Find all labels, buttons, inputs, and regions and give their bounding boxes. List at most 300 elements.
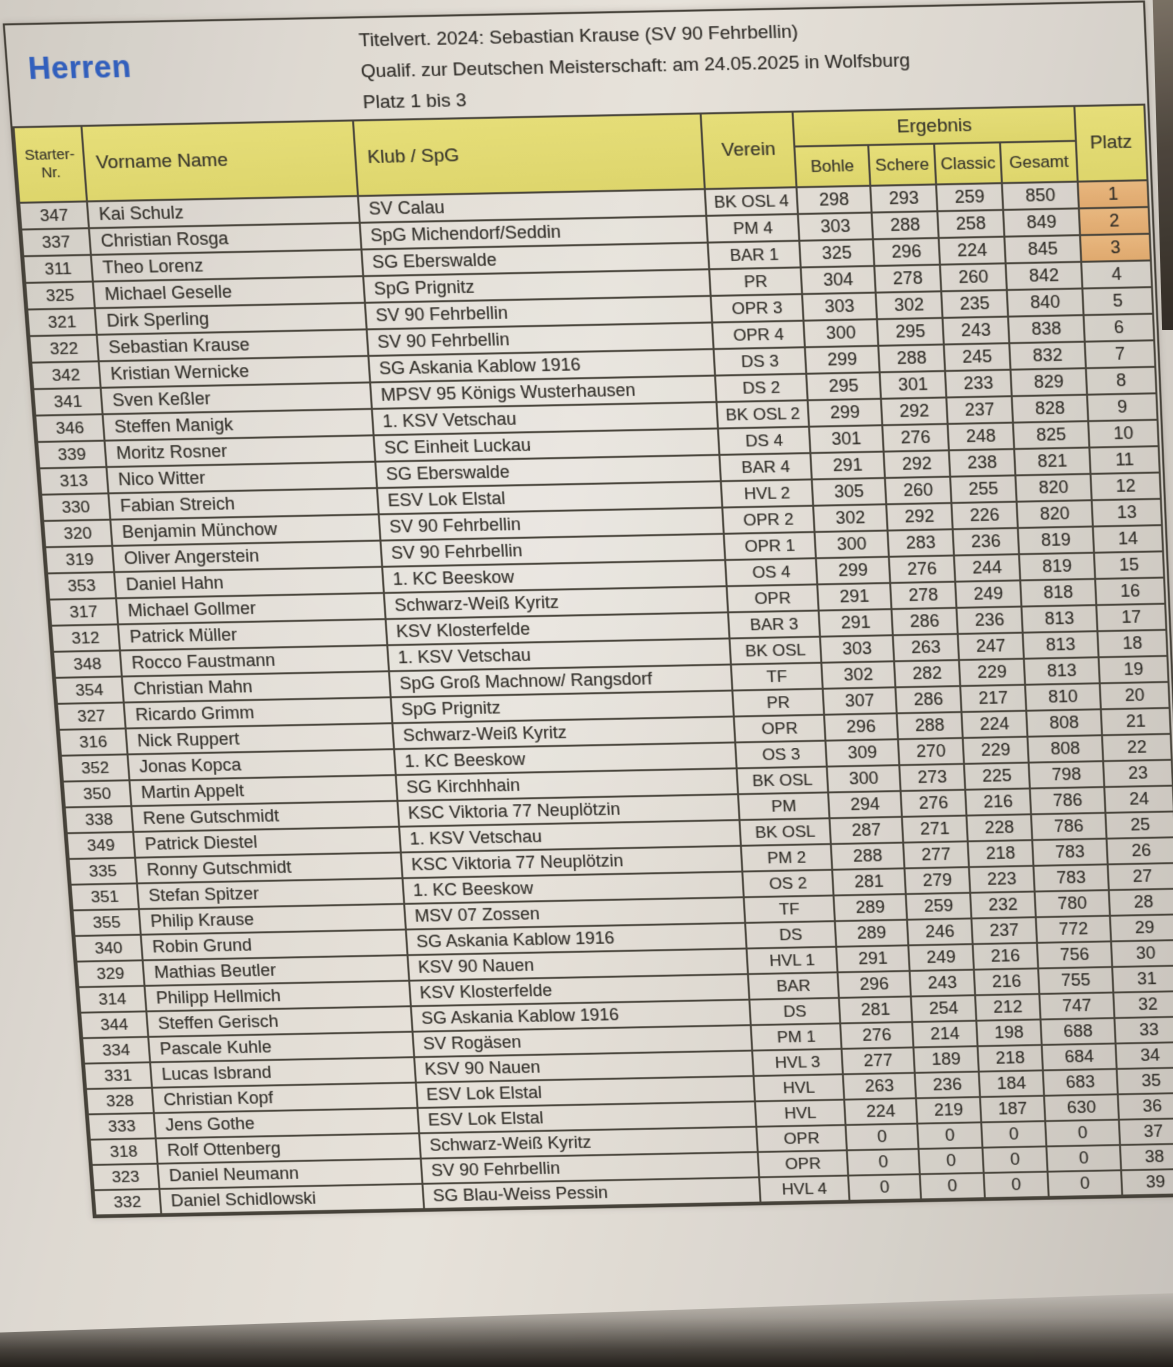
cell-klub: SV 90 Fehrbellin <box>379 508 724 541</box>
cell-bohle: 0 <box>846 1124 919 1151</box>
cell-starter-nr: 348 <box>53 650 122 677</box>
document-sheet <box>3 0 1173 1218</box>
cell-schere: 236 <box>915 1072 980 1099</box>
cell-starter-nr: 329 <box>76 960 144 987</box>
cell-schere: 279 <box>904 867 970 894</box>
cell-starter-nr: 333 <box>88 1113 156 1140</box>
cell-classic: 245 <box>944 343 1011 371</box>
cell-gesamt: 798 <box>1029 761 1105 788</box>
cell-verein: OS 3 <box>735 741 827 769</box>
cell-bohle: 276 <box>840 1022 913 1049</box>
cell-klub: MSV 07 Zossen <box>404 897 745 929</box>
cell-gesamt: 842 <box>1006 262 1083 290</box>
cell-platz: 29 <box>1110 914 1173 941</box>
cell-verein: BK OSL <box>737 767 828 795</box>
cell-starter-nr: 349 <box>67 832 135 859</box>
category-title: Herren <box>26 48 133 87</box>
cell-verein: OPR <box>734 715 826 743</box>
cell-name: Christian Kopf <box>152 1083 418 1114</box>
cell-verein: HVL <box>755 1100 846 1127</box>
cell-starter-nr: 323 <box>92 1164 160 1191</box>
cell-klub: SpG Prignitz <box>391 691 734 724</box>
cell-platz: 4 <box>1081 260 1152 288</box>
cell-name: Ronny Gutschmidt <box>135 852 402 883</box>
cell-schere: 292 <box>884 450 951 478</box>
cell-schere: 271 <box>902 816 968 843</box>
cell-verein: HVL 2 <box>721 479 813 507</box>
cell-starter-nr: 331 <box>84 1062 152 1089</box>
cell-gesamt: 756 <box>1037 941 1112 968</box>
cell-bohle: 289 <box>834 894 908 921</box>
cell-schere: 288 <box>872 211 939 239</box>
cell-classic: 212 <box>975 994 1040 1021</box>
cell-starter-nr: 341 <box>33 388 102 416</box>
cell-klub: MPSV 95 Königs Wusterhausen <box>370 376 716 409</box>
title-line-titleholder: Titelvert. 2024: Sebastian Krause (SV 90 Fehrbellin) <box>358 21 799 52</box>
cell-klub: ESV Lok Elstal <box>377 481 722 514</box>
cell-name: Steffen Manigk <box>103 409 374 441</box>
cell-starter-nr: 342 <box>31 361 100 389</box>
cell-classic: 258 <box>937 210 1004 238</box>
cell-bohle: 299 <box>816 557 890 585</box>
cell-schere: 246 <box>907 918 973 945</box>
cell-name: Moritz Rosner <box>105 435 376 467</box>
cell-schere: 0 <box>919 1148 984 1175</box>
cell-klub: SpG Michendorf/Seddin <box>360 216 708 250</box>
cell-gesamt: 783 <box>1033 864 1108 891</box>
cell-gesamt: 786 <box>1031 813 1107 840</box>
cell-klub: 1. KSV Vetschau <box>372 402 718 435</box>
cell-bohle: 325 <box>799 239 874 267</box>
cell-bohle: 304 <box>801 266 876 294</box>
cell-verein: DS 3 <box>714 347 807 375</box>
cell-starter-nr: 351 <box>71 883 139 910</box>
cell-gesamt: 820 <box>1015 474 1091 502</box>
cell-klub: SpG Prignitz <box>363 269 710 303</box>
cell-klub: 1. KSV Vetschau <box>387 638 731 671</box>
cell-gesamt: 819 <box>1018 526 1094 554</box>
cell-classic: 259 <box>936 183 1003 211</box>
cell-klub: Schwarz-Weiß Kyritz <box>419 1127 758 1159</box>
cell-gesamt: 838 <box>1008 315 1085 343</box>
cell-name: Stefan Spitzer <box>137 878 404 909</box>
cell-schere: 286 <box>895 686 961 713</box>
cell-gesamt: 840 <box>1007 288 1084 316</box>
cell-schere: 288 <box>878 344 945 372</box>
cell-classic: 244 <box>954 554 1020 581</box>
cell-verein: HVL 4 <box>759 1176 849 1203</box>
cell-name: Fabian Streich <box>108 488 378 520</box>
cell-platz: 15 <box>1094 551 1164 579</box>
cell-klub: KSV 90 Nauen <box>414 1051 753 1083</box>
col-header-verein: Verein <box>701 112 797 189</box>
cell-classic: 248 <box>948 423 1015 451</box>
cell-bohle: 305 <box>812 478 886 506</box>
cell-schere: 276 <box>901 790 967 817</box>
cell-gesamt: 849 <box>1003 208 1080 236</box>
col-header-ergebnis: Ergebnis <box>793 106 1076 146</box>
cell-klub: SG Askania Kablow 1916 <box>368 349 715 382</box>
cell-platz: 10 <box>1088 420 1158 448</box>
cell-platz: 7 <box>1085 340 1156 368</box>
cell-starter-nr: 346 <box>35 414 104 442</box>
cell-klub: SV Rogäsen <box>413 1025 753 1057</box>
cell-platz: 28 <box>1109 889 1173 916</box>
cell-bohle: 300 <box>803 319 878 347</box>
cell-starter-nr: 325 <box>25 282 95 310</box>
cell-klub: SG Blau-Weiss Pessin <box>422 1177 760 1209</box>
cell-classic: 236 <box>953 528 1019 556</box>
cell-name: Philip Krause <box>139 904 406 935</box>
cell-gesamt: 845 <box>1004 235 1081 263</box>
cell-classic: 226 <box>951 502 1017 530</box>
cell-klub: SC Einheit Luckau <box>374 428 720 461</box>
cell-gesamt: 808 <box>1026 709 1102 736</box>
cell-gesamt: 0 <box>1045 1120 1120 1147</box>
cell-klub: SpG Groß Machnow/ Rangsdorf <box>389 665 732 698</box>
cell-starter-nr: 353 <box>47 572 116 599</box>
cell-gesamt: 780 <box>1035 890 1110 917</box>
cell-verein: BAR <box>748 972 839 999</box>
cell-classic: 198 <box>976 1019 1041 1046</box>
cell-schere: 189 <box>913 1046 978 1073</box>
cell-klub: Schwarz-Weiß Kyritz <box>392 717 735 750</box>
cell-verein: OPR <box>756 1125 846 1152</box>
cell-bohle: 277 <box>842 1047 915 1074</box>
starter-nr-line2: Nr. <box>40 164 62 182</box>
cell-gesamt: 821 <box>1014 448 1090 476</box>
results-table <box>12 104 1173 1217</box>
cell-verein: OPR 2 <box>722 506 814 534</box>
cell-bohle: 294 <box>828 791 902 818</box>
cell-name: Christian Rosga <box>89 223 362 255</box>
cell-classic: 237 <box>971 917 1037 944</box>
cell-platz: 3 <box>1080 234 1151 262</box>
col-header-vorname-name: Vorname Name <box>81 120 358 201</box>
cell-klub: SV 90 Fehrbellin <box>367 322 714 355</box>
cell-name: Rene Gutschmidt <box>131 801 399 832</box>
cell-name: Kristian Wernicke <box>99 356 370 388</box>
cell-starter-nr: 355 <box>73 909 141 936</box>
cell-starter-nr: 335 <box>69 858 137 885</box>
cell-name: Philipp Hellmich <box>144 981 410 1012</box>
cell-bohle: 291 <box>836 945 909 972</box>
cell-classic: 0 <box>982 1146 1047 1173</box>
cell-klub: ESV Lok Elstal <box>417 1101 756 1133</box>
cell-verein: OPR <box>727 584 819 612</box>
cell-gesamt: 813 <box>1021 605 1097 633</box>
cell-name: Nick Ruppert <box>126 723 394 754</box>
cell-starter-nr: 339 <box>37 441 106 469</box>
cell-platz: 8 <box>1086 367 1157 395</box>
cell-verein: PM 1 <box>751 1023 842 1050</box>
cell-bohle: 263 <box>843 1073 916 1100</box>
cell-verein: PM <box>738 792 829 820</box>
cell-classic: 217 <box>960 685 1026 712</box>
cell-platz: 6 <box>1084 314 1155 342</box>
cell-name: Patrick Diestel <box>133 827 401 858</box>
cell-verein: OPR <box>758 1150 848 1177</box>
cell-schere: 249 <box>908 944 974 971</box>
cell-verein: BK OSL 2 <box>716 400 809 428</box>
col-header-starter-nr <box>14 126 87 203</box>
cell-starter-nr: 319 <box>45 546 114 574</box>
cell-gesamt: 850 <box>1002 182 1079 210</box>
cell-schere: 302 <box>876 291 943 319</box>
cell-name: Theo Lorenz <box>91 249 363 281</box>
cell-gesamt: 813 <box>1024 657 1100 685</box>
cell-classic: 229 <box>963 737 1029 764</box>
cell-classic: 224 <box>961 711 1027 738</box>
cell-starter-nr: 321 <box>27 308 96 336</box>
cell-bohle: 295 <box>806 372 881 400</box>
cell-classic: 233 <box>945 370 1012 398</box>
cell-klub: SV 90 Fehrbellin <box>380 534 725 567</box>
cell-platz: 12 <box>1091 473 1161 501</box>
cell-schere: 295 <box>877 318 944 346</box>
cell-name: Daniel Schidlowski <box>159 1184 424 1214</box>
cell-klub: SV 90 Fehrbellin <box>421 1152 759 1184</box>
cell-schere: 278 <box>890 582 956 609</box>
cell-classic: 249 <box>955 580 1021 607</box>
cell-verein: OPR 3 <box>711 294 804 322</box>
cell-classic: 232 <box>970 892 1036 919</box>
cell-name: Martin Appelt <box>129 775 397 806</box>
cell-schere: 0 <box>920 1173 985 1199</box>
cell-name: Robin Grund <box>141 930 408 961</box>
cell-verein: PR <box>732 689 824 717</box>
cell-verein: TF <box>731 663 823 691</box>
cell-klub: SG Kirchhhain <box>396 768 738 801</box>
cell-verein: PM 4 <box>706 214 799 243</box>
cell-platz: 33 <box>1114 1017 1173 1044</box>
table-body <box>19 180 1173 1215</box>
cell-gesamt: 0 <box>1046 1145 1121 1172</box>
cell-bohle: 303 <box>820 635 894 662</box>
cell-verein: BK OSL 4 <box>705 187 798 216</box>
cell-schere: 0 <box>917 1122 982 1149</box>
cell-schere: 214 <box>912 1021 977 1048</box>
cell-verein: OPR 4 <box>712 321 805 349</box>
title-lines <box>357 7 912 118</box>
cell-platz: 9 <box>1087 393 1157 421</box>
cell-bohle: 281 <box>839 996 912 1023</box>
cell-schere: 276 <box>882 424 949 452</box>
cell-verein: PM 2 <box>741 844 832 872</box>
cell-classic: 235 <box>941 290 1008 318</box>
cell-platz: 27 <box>1108 863 1173 890</box>
col-header-classic: Classic <box>934 142 1002 184</box>
cell-platz: 25 <box>1105 811 1173 838</box>
cell-klub: 1. KC Beeskow <box>402 872 743 904</box>
cell-classic: 238 <box>949 449 1016 477</box>
cell-name: Sven Keßler <box>101 382 372 414</box>
col-header-platz: Platz <box>1074 105 1147 182</box>
cell-gesamt: 813 <box>1023 631 1099 659</box>
cell-classic: 218 <box>968 840 1034 867</box>
cell-klub: 1. KC Beeskow <box>394 742 737 775</box>
cell-name: Dirk Sperling <box>95 303 367 335</box>
cell-bohle: 224 <box>844 1098 917 1125</box>
cell-starter-nr: 317 <box>49 598 118 625</box>
cell-schere: 296 <box>873 238 940 266</box>
cell-gesamt: 810 <box>1025 683 1101 710</box>
cell-starter-nr: 327 <box>57 703 126 730</box>
cell-starter-nr: 312 <box>51 624 120 651</box>
cell-verein: DS 4 <box>718 427 810 455</box>
cell-name: Jens Gothe <box>154 1108 419 1138</box>
cell-gesamt: 755 <box>1038 967 1113 994</box>
cell-classic: 225 <box>964 763 1030 790</box>
cell-bohle: 291 <box>819 609 893 637</box>
col-header-gesamt: Gesamt <box>1000 141 1078 183</box>
cell-gesamt: 0 <box>1048 1170 1123 1197</box>
cell-platz: 37 <box>1119 1118 1173 1145</box>
cell-name: Jonas Kopca <box>128 749 396 780</box>
cell-name: Rolf Ottenberg <box>156 1133 421 1163</box>
cell-bohle: 287 <box>829 817 903 844</box>
col-header-bohle: Bohle <box>794 145 870 187</box>
cell-schere: 259 <box>906 893 972 920</box>
cell-verein: BAR 1 <box>708 241 801 270</box>
cell-verein: BK OSL <box>739 818 830 846</box>
cell-classic: 0 <box>981 1121 1046 1148</box>
cell-classic: 0 <box>984 1172 1049 1198</box>
cell-name: Kai Schulz <box>87 196 360 228</box>
cell-schere: 270 <box>898 738 964 765</box>
cell-schere: 301 <box>880 371 947 399</box>
cell-gesamt: 688 <box>1041 1018 1116 1045</box>
cell-verein: DS 2 <box>715 374 808 402</box>
cell-platz: 22 <box>1102 734 1172 761</box>
cell-platz: 21 <box>1101 708 1171 735</box>
cell-starter-nr: 318 <box>90 1138 158 1165</box>
cell-verein: BAR 3 <box>728 611 820 639</box>
cell-gesamt: 684 <box>1042 1043 1117 1070</box>
cell-classic: 236 <box>956 607 1022 634</box>
cell-schere: 286 <box>891 608 957 635</box>
cell-schere: 276 <box>889 555 955 582</box>
cell-name: Daniel Hahn <box>114 567 384 598</box>
cell-schere: 292 <box>886 503 952 531</box>
col-header-klub-spg: Klub / SpG <box>353 114 705 197</box>
cell-schere: 278 <box>874 265 941 293</box>
cell-platz: 26 <box>1107 837 1173 864</box>
cell-gesamt: 747 <box>1039 993 1114 1020</box>
cell-bohle: 0 <box>847 1149 920 1176</box>
cell-starter-nr: 354 <box>55 677 124 704</box>
cell-gesamt: 786 <box>1030 787 1106 814</box>
cell-verein: OS 2 <box>742 870 833 897</box>
cell-verein: DS <box>749 998 840 1025</box>
cell-klub: SG Eberswalde <box>361 243 709 277</box>
cell-schere: 243 <box>910 970 976 997</box>
cell-bohle: 301 <box>809 425 884 453</box>
cell-bohle: 300 <box>815 531 889 559</box>
cell-starter-nr: 314 <box>78 986 146 1013</box>
cell-name: Christian Mahn <box>122 671 391 702</box>
cell-classic: 237 <box>946 396 1013 424</box>
cell-classic: 187 <box>980 1096 1045 1123</box>
cell-verein: OPR 1 <box>724 532 816 560</box>
cell-klub: KSC Viktoria 77 Neuplötzin <box>397 794 739 826</box>
cell-starter-nr: 340 <box>74 935 142 962</box>
bottom-shadow <box>0 1285 1173 1367</box>
cell-klub: KSV 90 Nauen <box>408 949 748 981</box>
cell-schere: 273 <box>899 764 965 791</box>
cell-verein: BAR 4 <box>719 453 811 481</box>
cell-name: Rocco Faustmann <box>120 645 389 676</box>
title-line-platz-range: Platz 1 bis 3 <box>362 90 467 114</box>
cell-platz: 17 <box>1096 604 1166 631</box>
cell-klub: 1. KC Beeskow <box>382 560 726 593</box>
cell-classic: 223 <box>969 866 1035 893</box>
cell-gesamt: 828 <box>1012 395 1088 423</box>
cell-bohle: 303 <box>798 213 873 241</box>
cell-classic: 216 <box>974 968 1039 995</box>
col-header-schere: Schere <box>868 144 936 186</box>
cell-schere: 282 <box>894 660 960 687</box>
cell-klub: SG Eberswalde <box>375 455 721 488</box>
cell-classic: 229 <box>959 659 1025 686</box>
cell-platz: 39 <box>1121 1169 1173 1196</box>
cell-klub: SV Calau <box>358 189 706 223</box>
cell-schere: 260 <box>885 477 952 505</box>
cell-name: Steffen Gerisch <box>146 1006 412 1037</box>
cell-platz: 36 <box>1118 1093 1173 1120</box>
cell-klub: KSV Klosterfelde <box>409 974 749 1006</box>
cell-verein: HVL 3 <box>752 1049 843 1076</box>
cell-starter-nr: 311 <box>23 255 93 283</box>
cell-platz: 20 <box>1100 682 1170 709</box>
starter-nr-line1: Starter- <box>24 145 76 164</box>
cell-verein: OS 4 <box>725 558 817 586</box>
cell-classic: 218 <box>978 1045 1043 1072</box>
cell-platz: 32 <box>1113 991 1173 1018</box>
cell-starter-nr: 332 <box>94 1189 162 1215</box>
cell-platz: 30 <box>1111 940 1173 967</box>
cell-schere: 283 <box>888 529 954 557</box>
cell-starter-nr: 350 <box>63 780 131 807</box>
cell-platz: 13 <box>1092 499 1162 527</box>
cell-verein: PR <box>709 267 802 295</box>
cell-bohle: 298 <box>796 186 871 214</box>
cell-klub: SG Askania Kablow 1916 <box>411 1000 751 1032</box>
cell-klub: Schwarz-Weiß Kyritz <box>384 586 728 619</box>
cell-starter-nr: 320 <box>43 520 112 548</box>
cell-name: Sebastian Krause <box>97 329 369 361</box>
cell-verein: HVL 1 <box>747 947 838 974</box>
cell-bohle: 296 <box>824 713 898 740</box>
cell-platz: 14 <box>1093 525 1163 553</box>
cell-platz: 5 <box>1082 287 1153 315</box>
cell-platz: 1 <box>1078 180 1149 208</box>
cell-name: Nico Witter <box>106 462 377 494</box>
cell-schere: 263 <box>893 634 959 661</box>
cell-classic: 243 <box>942 317 1009 345</box>
cell-klub: SG Askania Kablow 1916 <box>406 923 747 955</box>
cell-platz: 19 <box>1099 656 1169 683</box>
cell-platz: 38 <box>1120 1144 1173 1171</box>
cell-classic: 255 <box>950 475 1016 503</box>
document-border <box>3 0 1173 1218</box>
cell-classic: 216 <box>973 943 1039 970</box>
cell-gesamt: 772 <box>1036 916 1111 943</box>
cell-bohle: 302 <box>821 661 895 688</box>
cell-gesamt: 819 <box>1019 553 1095 581</box>
cell-platz: 24 <box>1104 786 1173 813</box>
title-line-qualification: Qualif. zur Deutschen Meisterschaft: am 24.05.2025 in Wolfsburg <box>360 50 911 83</box>
